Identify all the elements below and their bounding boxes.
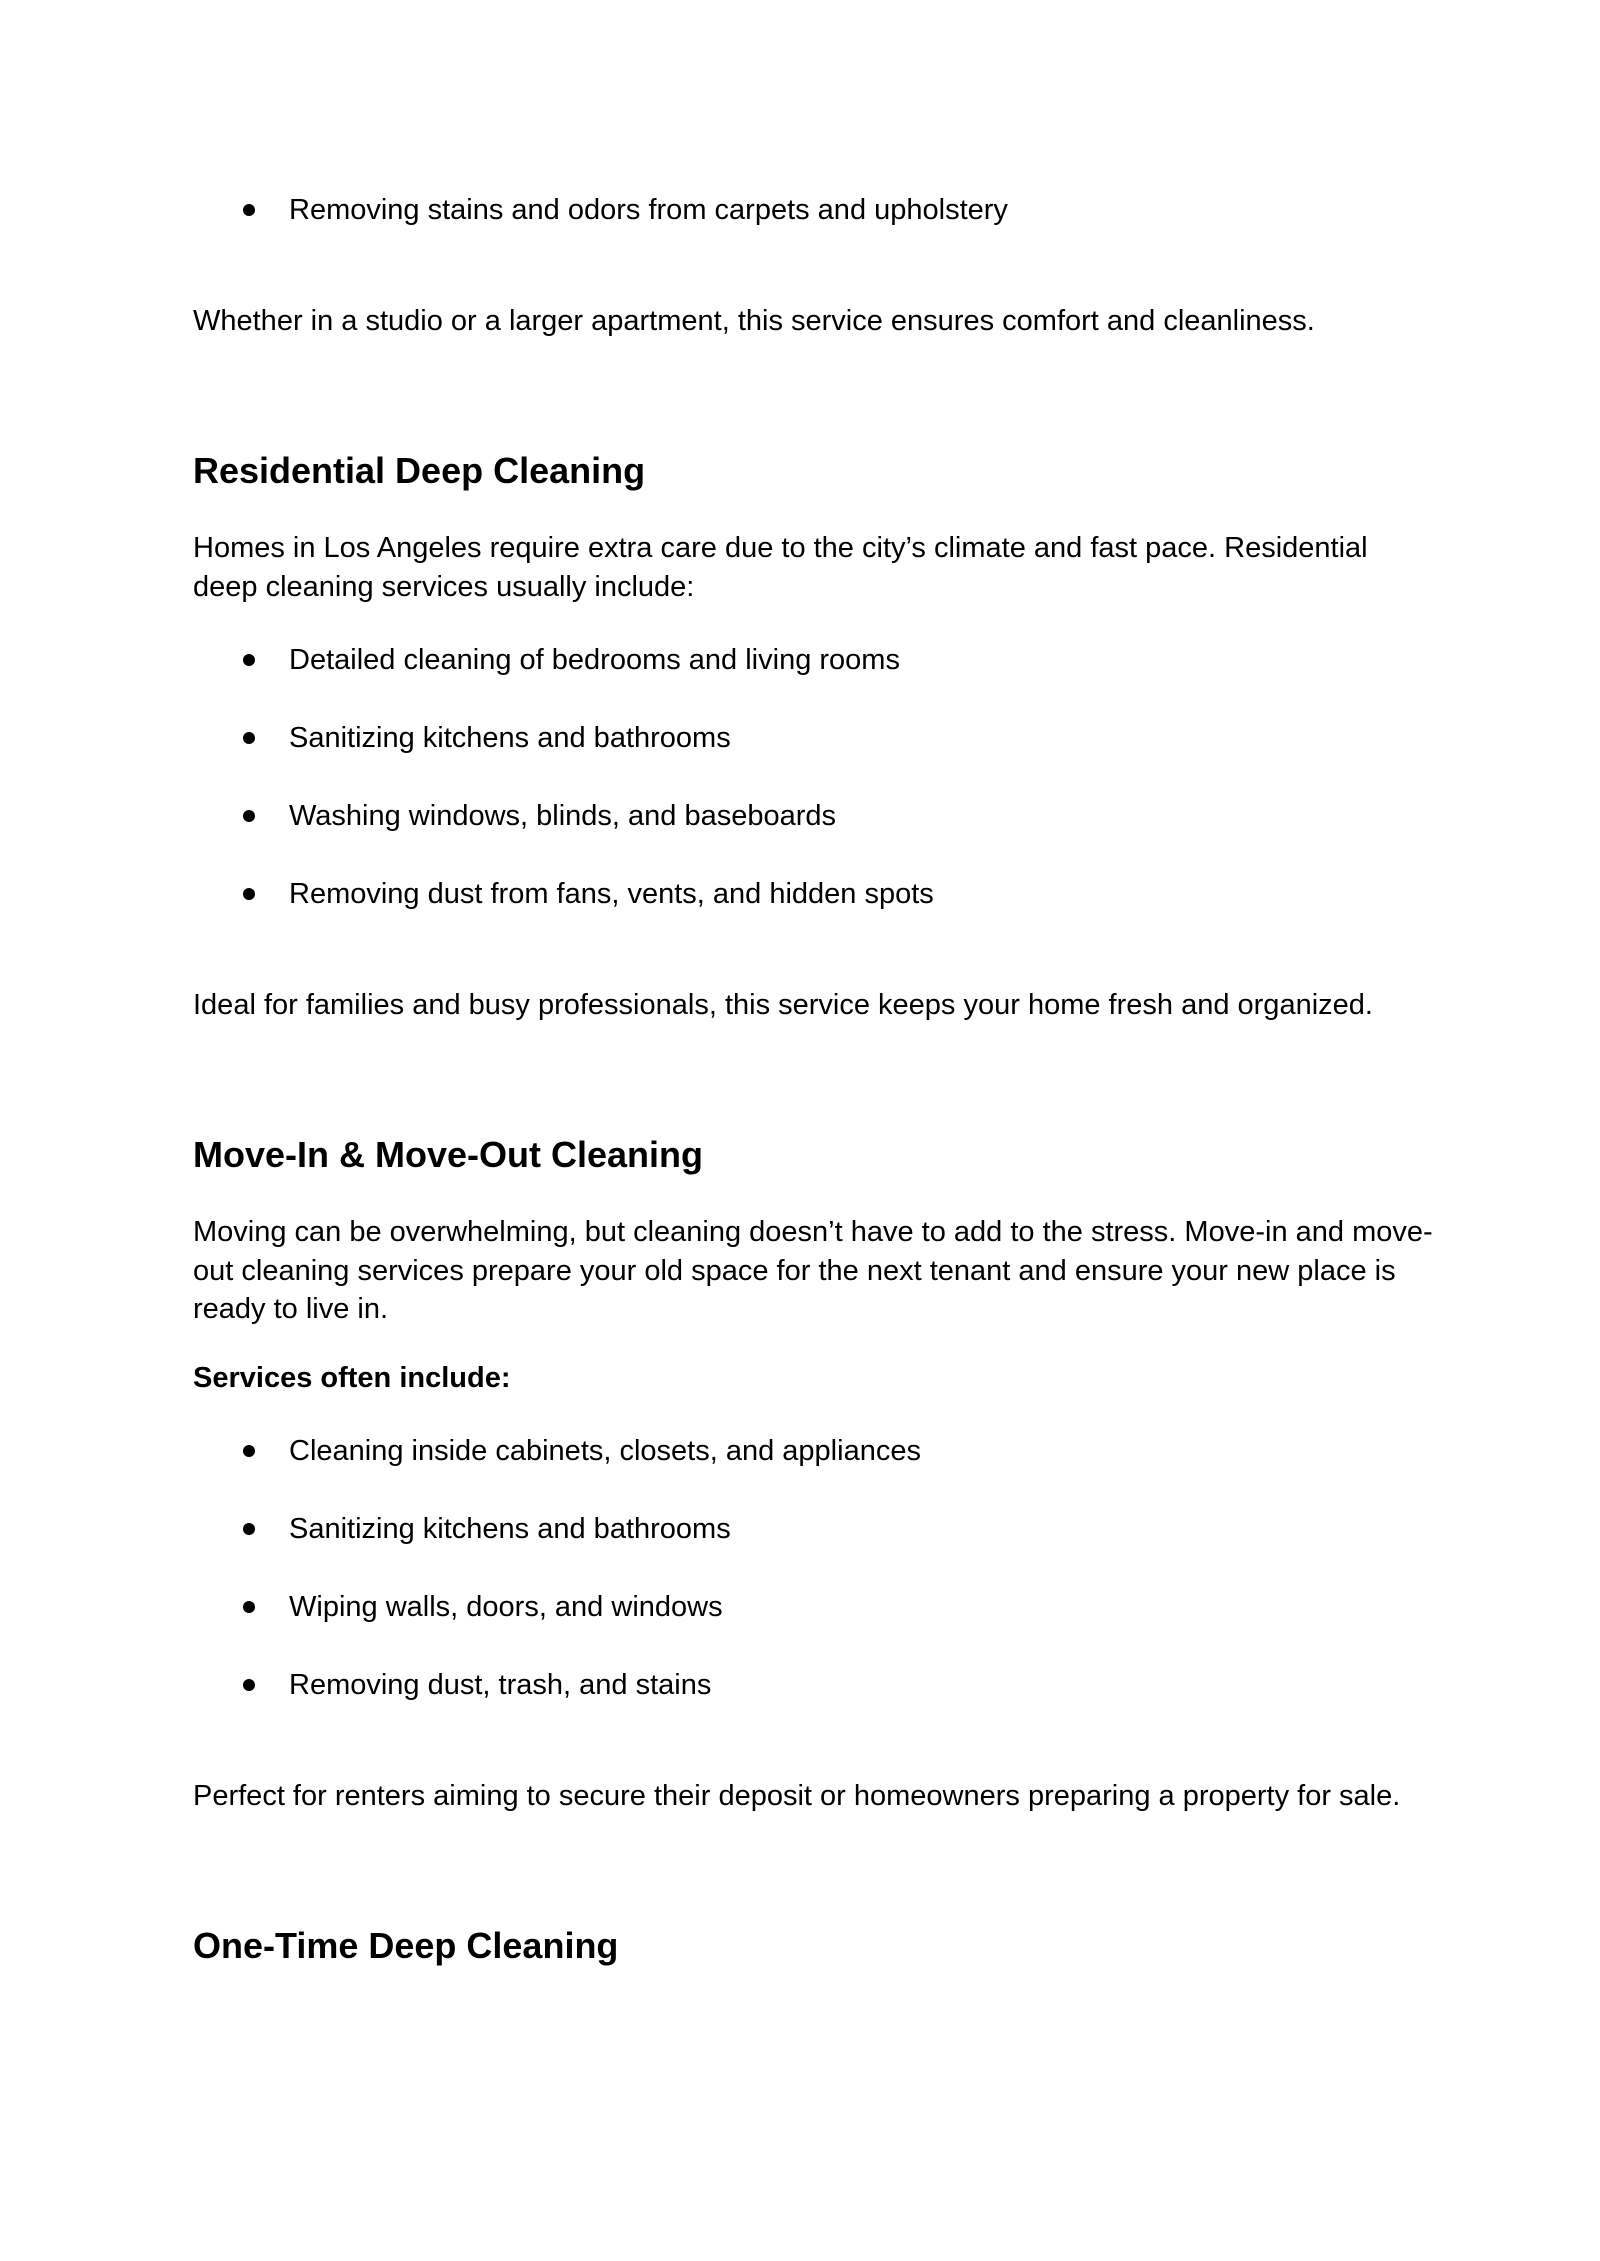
services-often-include-subheading: Services often include: <box>193 1361 511 1394</box>
residential-services-list <box>193 641 1433 914</box>
list-item <box>193 875 1433 914</box>
list-item-text: Removing dust, trash, and stains <box>289 1669 712 1701</box>
list-item <box>193 1432 1433 1471</box>
heading-move-in-move-out-cleaning: Move-In & Move-Out Cleaning <box>193 1134 704 1175</box>
list-item <box>193 719 1433 758</box>
list-item <box>193 641 1433 680</box>
list-item-text: Removing dust from fans, vents, and hidden spots <box>289 878 934 910</box>
move-services-list <box>193 1432 1433 1705</box>
list-item-text: Detailed cleaning of bedrooms and living rooms <box>289 644 900 676</box>
bullet-icon <box>243 1601 255 1613</box>
bullet-icon <box>243 732 255 744</box>
list-item-text: Cleaning inside cabinets, closets, and appliances <box>289 1435 921 1467</box>
list-item-text: Wiping walls, doors, and windows <box>289 1591 723 1623</box>
bullet-icon <box>243 1523 255 1535</box>
bullet-icon <box>243 1679 255 1691</box>
bullet-icon <box>243 810 255 822</box>
list-item-text: Removing stains and odors from carpets and upholstery <box>289 194 1008 226</box>
list-item-text: Sanitizing kitchens and bathrooms <box>289 722 731 754</box>
bullet-icon <box>243 654 255 666</box>
intro-bullet-list <box>193 191 1433 230</box>
list-item <box>193 1588 1433 1627</box>
residential-intro-paragraph: Homes in Los Angeles require extra care due to the city’s climate and fast pace. Residential deep cleaning services usually include: <box>193 532 1368 603</box>
bullet-icon <box>243 1445 255 1457</box>
residential-closing-paragraph: Ideal for families and busy professionals, this service keeps your home fresh and organized. <box>193 988 1373 1021</box>
list-item-text: Washing windows, blinds, and baseboards <box>289 800 837 832</box>
heading-residential-deep-cleaning: Residential Deep Cleaning <box>193 450 646 491</box>
list-item <box>193 1510 1433 1549</box>
intro-note-paragraph: Whether in a studio or a larger apartment, this service ensures comfort and cleanliness. <box>193 304 1315 337</box>
move-intro-paragraph: Moving can be overwhelming, but cleaning doesn’t have to add to the stress. Move-in and move-out cleaning services prepare your old space for the next tenant and ensure your new place is ready to live in. <box>193 1216 1433 1325</box>
move-closing-paragraph: Perfect for renters aiming to secure their deposit or homeowners preparing a property for sale. <box>193 1779 1401 1812</box>
bullet-icon <box>243 888 255 900</box>
list-item <box>193 1666 1433 1705</box>
list-item <box>193 191 1433 230</box>
heading-one-time-deep-cleaning: One-Time Deep Cleaning <box>193 1925 619 1966</box>
list-item <box>193 797 1433 836</box>
bullet-icon <box>243 204 255 216</box>
list-item-text: Sanitizing kitchens and bathrooms <box>289 1513 731 1545</box>
